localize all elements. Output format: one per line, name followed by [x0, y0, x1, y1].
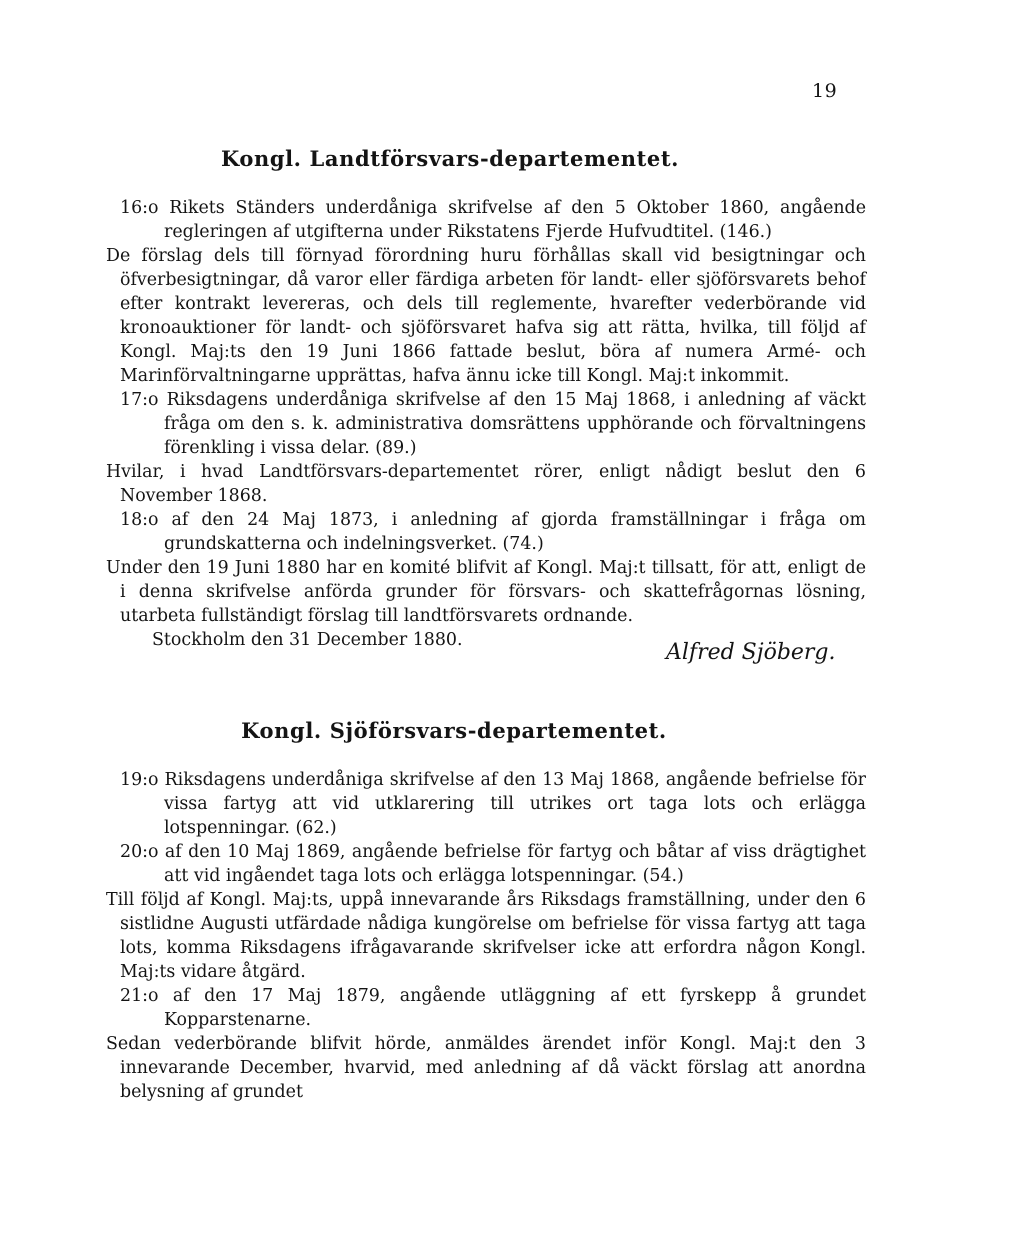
entry-21: 21:o af den 17 Maj 1879, angående utläggning af ett fyrskepp å grundet Kopparstenarne.: [120, 986, 866, 1030]
paragraph-till-foljd: Till följd af Kongl. Maj:ts, uppå innevarande års Riksdags framställning, under den 6 sistlidne Augusti utfärdade nådiga kungörelse om befrielse för vissa fartyg att taga lots, komma Riksdagens ifrågavarande skrifvelser icke att erfordra någon Kongl. Maj:ts vidare åtgärd.: [106, 890, 866, 982]
section-heading-sjoforsvar: Kongl. Sjöförsvars-departementet.: [241, 718, 667, 743]
date-line: Stockholm den 31 December 1880.: [152, 630, 463, 650]
paragraph-forslag: De förslag dels till förnyad förordning huru förhållas skall vid besigtningar och öfverbesigtningar, då varor eller färdiga arbeten för landt- eller sjöförsvarets behof efter kontrakt levereras, och dels till reglemente, hvarefter vederbörande vid kronoauktioner för landt- och sjöförsvaret hafva sig att rätta, hvilka, till följd af Kongl. Maj:ts den 19 Juni 1866 fattade beslut, böra af numera Armé- och Marinförvaltningarne upprättas, hafva ännu icke till Kongl. Maj:t inkommit.: [106, 246, 866, 386]
entry-19: 19:o Riksdagens underdåniga skrifvelse af den 13 Maj 1868, angående befrielse för vissa fartyg att vid utklarering till utrikes ort taga lots och erlägga lotspenningar. (62.): [120, 770, 866, 838]
entry-16: 16:o Rikets Ständers underdåniga skrifvelse af den 5 Oktober 1860, angående regleringen af utgifterna under Rikstatens Fjerde Hufvudtitel. (146.): [120, 198, 866, 242]
paragraph-hvilar: Hvilar, i hvad Landtförsvars-departementet rörer, enligt nådigt beslut den 6 November 1868.: [106, 462, 866, 506]
entry-20: 20:o af den 10 Maj 1869, angående befrielse för fartyg och båtar af viss drägtighet att vid ingåendet taga lots och erlägga lotspenningar. (54.): [120, 842, 866, 886]
text-block-landtforsvar: [106, 196, 866, 652]
paragraph-komite: Under den 19 Juni 1880 har en komité blifvit af Kongl. Maj:t tillsatt, för att, enligt de i denna skrifvelse anförda grunder för försvars- och skattefrågornas lösning, utarbeta fullständigt förslag till landtförsvarets ordnande.: [106, 558, 866, 626]
text-block-sjoforsvar: [106, 768, 866, 1104]
page-number: 19: [812, 80, 838, 102]
paragraph-sedan: Sedan vederbörande blifvit hörde, anmäldes ärendet inför Kongl. Maj:t den 3 innevarande December, hvarvid, med anledning af då väckt förslag att anordna belysning af grundet: [106, 1034, 866, 1102]
signature: Alfred Sjöberg.: [666, 640, 836, 665]
entry-17: 17:o Riksdagens underdåniga skrifvelse af den 15 Maj 1868, i anledning af väckt fråga om den s. k. administrativa domsrättens upphörande och förvaltningens förenkling i vissa delar. (89.): [120, 390, 866, 458]
entry-18: 18:o af den 24 Maj 1873, i anledning af gjorda framställningar i fråga om grundskatterna och indelningsverket. (74.): [120, 510, 866, 554]
section-heading-landtforsvar: Kongl. Landtförsvars-departementet.: [220, 146, 680, 171]
